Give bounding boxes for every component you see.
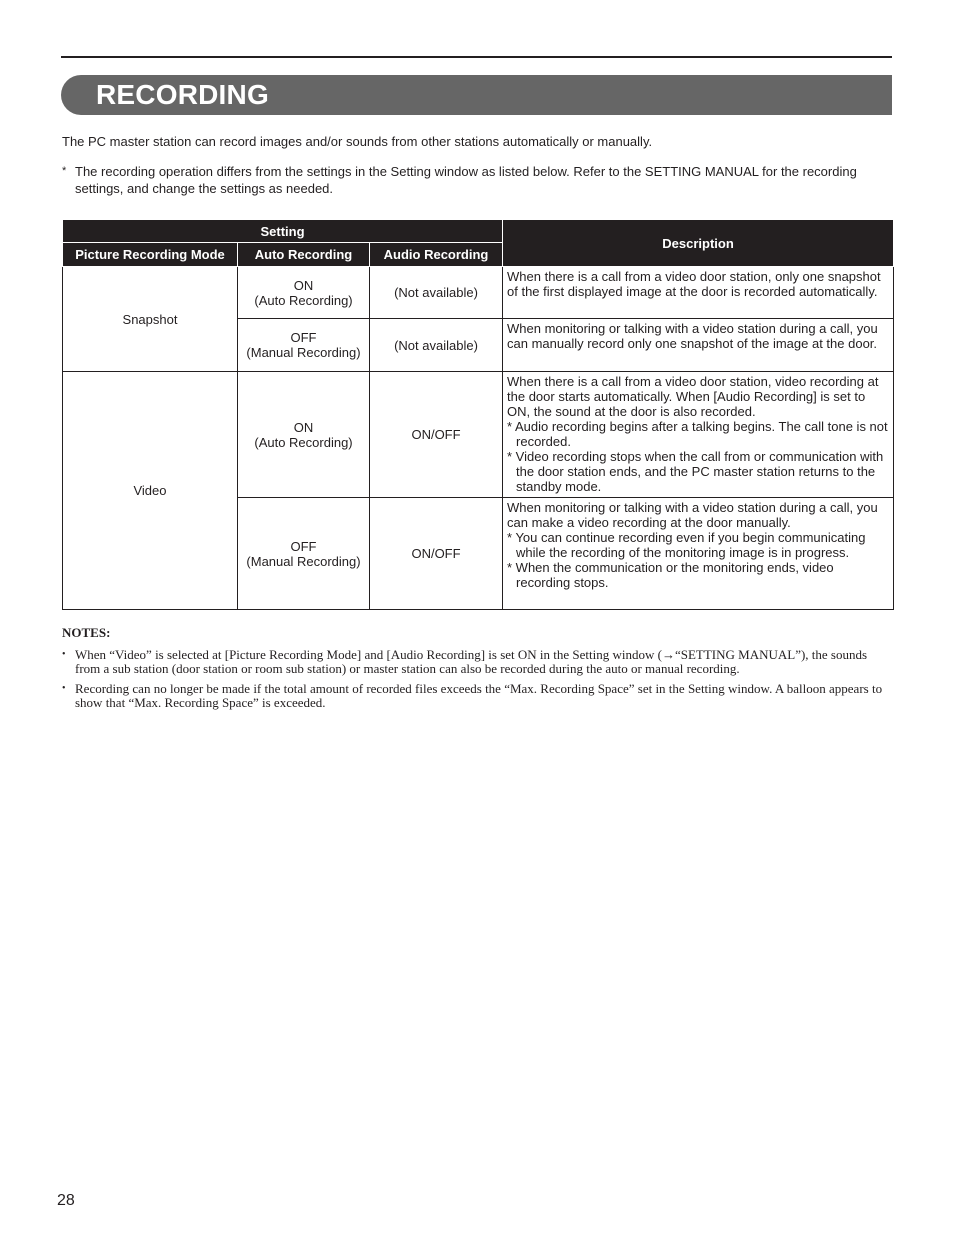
note-text: Recording can no longer be made if the total amount of recorded files exceeds the “Max. Recording Space” set in the Setting window. A balloon appears to show that “Max. Recording Space” is exceeded.: [75, 681, 883, 710]
page-title: RECORDING: [96, 79, 269, 110]
asterisk-mark: *: [62, 165, 67, 177]
section-title-bar: [61, 75, 892, 115]
description-note: * When the communication or the monitoring ends, video recording stops.: [507, 560, 834, 590]
description-note: * You can continue recording even if you begin communicating while the recording of the monitoring image is in progress.: [507, 530, 866, 560]
page-number: 28: [57, 1192, 75, 1209]
recording-settings-table: [62, 219, 894, 610]
top-rule: [61, 56, 892, 58]
table-row: [63, 372, 894, 498]
header-audio-recording: Audio Recording: [370, 243, 503, 267]
intro-paragraph: The PC master station can record images and/or sounds from other stations automatically or manually.: [62, 134, 653, 149]
asterisk-note-text: The recording operation differs from the settings in the Setting window as listed below. Refer to the SETTING MANUAL for the recording settings, and change the settings as needed.: [75, 164, 857, 196]
audio-recording-cell: (Not available): [370, 319, 503, 372]
auto-recording-cell: OFF (Manual Recording): [238, 319, 370, 372]
description-cell: When there is a call from a video door station, only one snapshot of the first displayed image at the door is recorded automatically.: [503, 267, 894, 319]
header-picture-recording-mode: Picture Recording Mode: [63, 243, 238, 267]
auto-recording-cell: ON (Auto Recording): [238, 267, 370, 319]
mode-video: Video: [63, 372, 238, 610]
note-item: [62, 648, 892, 676]
auto-recording-cell: ON (Auto Recording): [238, 372, 370, 498]
audio-recording-cell: ON/OFF: [370, 372, 503, 498]
description-cell: When monitoring or talking with a video station during a call, you can manually record only one snapshot of the image at the door.: [503, 319, 894, 372]
audio-recording-cell: (Not available): [370, 267, 503, 319]
asterisk-note: [62, 163, 892, 197]
auto-recording-cell: OFF (Manual Recording): [238, 498, 370, 610]
table-row: [63, 267, 894, 319]
note-item: [62, 682, 892, 710]
header-setting: Setting: [63, 220, 503, 243]
description-cell: When there is a call from a video door station, video recording at the door starts automatically. When [Audio Recording] is set to ON, the sound at the door is also recorded. * Audio recording begins after a talking begins. The call tone is not recorded. * Video recording stops when the call from or communication with the door station ends, and the PC master station returns to the standby mode.: [503, 372, 894, 498]
audio-recording-cell: ON/OFF: [370, 498, 503, 610]
notes-section: [62, 626, 892, 716]
mode-snapshot: Snapshot: [63, 267, 238, 372]
description-cell: When monitoring or talking with a video station during a call, you can make a video recording at the door manually. * You can continue recording even if you begin communicating while the recording of the monitoring image is in progress. * When the communication or the monitoring ends, video recording stops.: [503, 498, 894, 610]
notes-heading: NOTES:: [62, 625, 111, 640]
note-text: When “Video” is selected at [Picture Recording Mode] and [Audio Recording] is set ON in the Setting window (→“SETTING MANUAL”), the sounds from a sub station (door station or room sub station) or master station can also be recorded during the auto or manual recording.: [75, 647, 868, 676]
bullet-icon: •: [62, 649, 66, 660]
description-note: * Video recording stops when the call from or communication with the door station ends, and the PC master station returns to the standby mode.: [507, 449, 884, 494]
header-auto-recording: Auto Recording: [238, 243, 370, 267]
bullet-icon: •: [62, 683, 66, 694]
description-note: * Audio recording begins after a talking begins. The call tone is not recorded.: [507, 419, 888, 449]
header-description: Description: [503, 220, 894, 267]
